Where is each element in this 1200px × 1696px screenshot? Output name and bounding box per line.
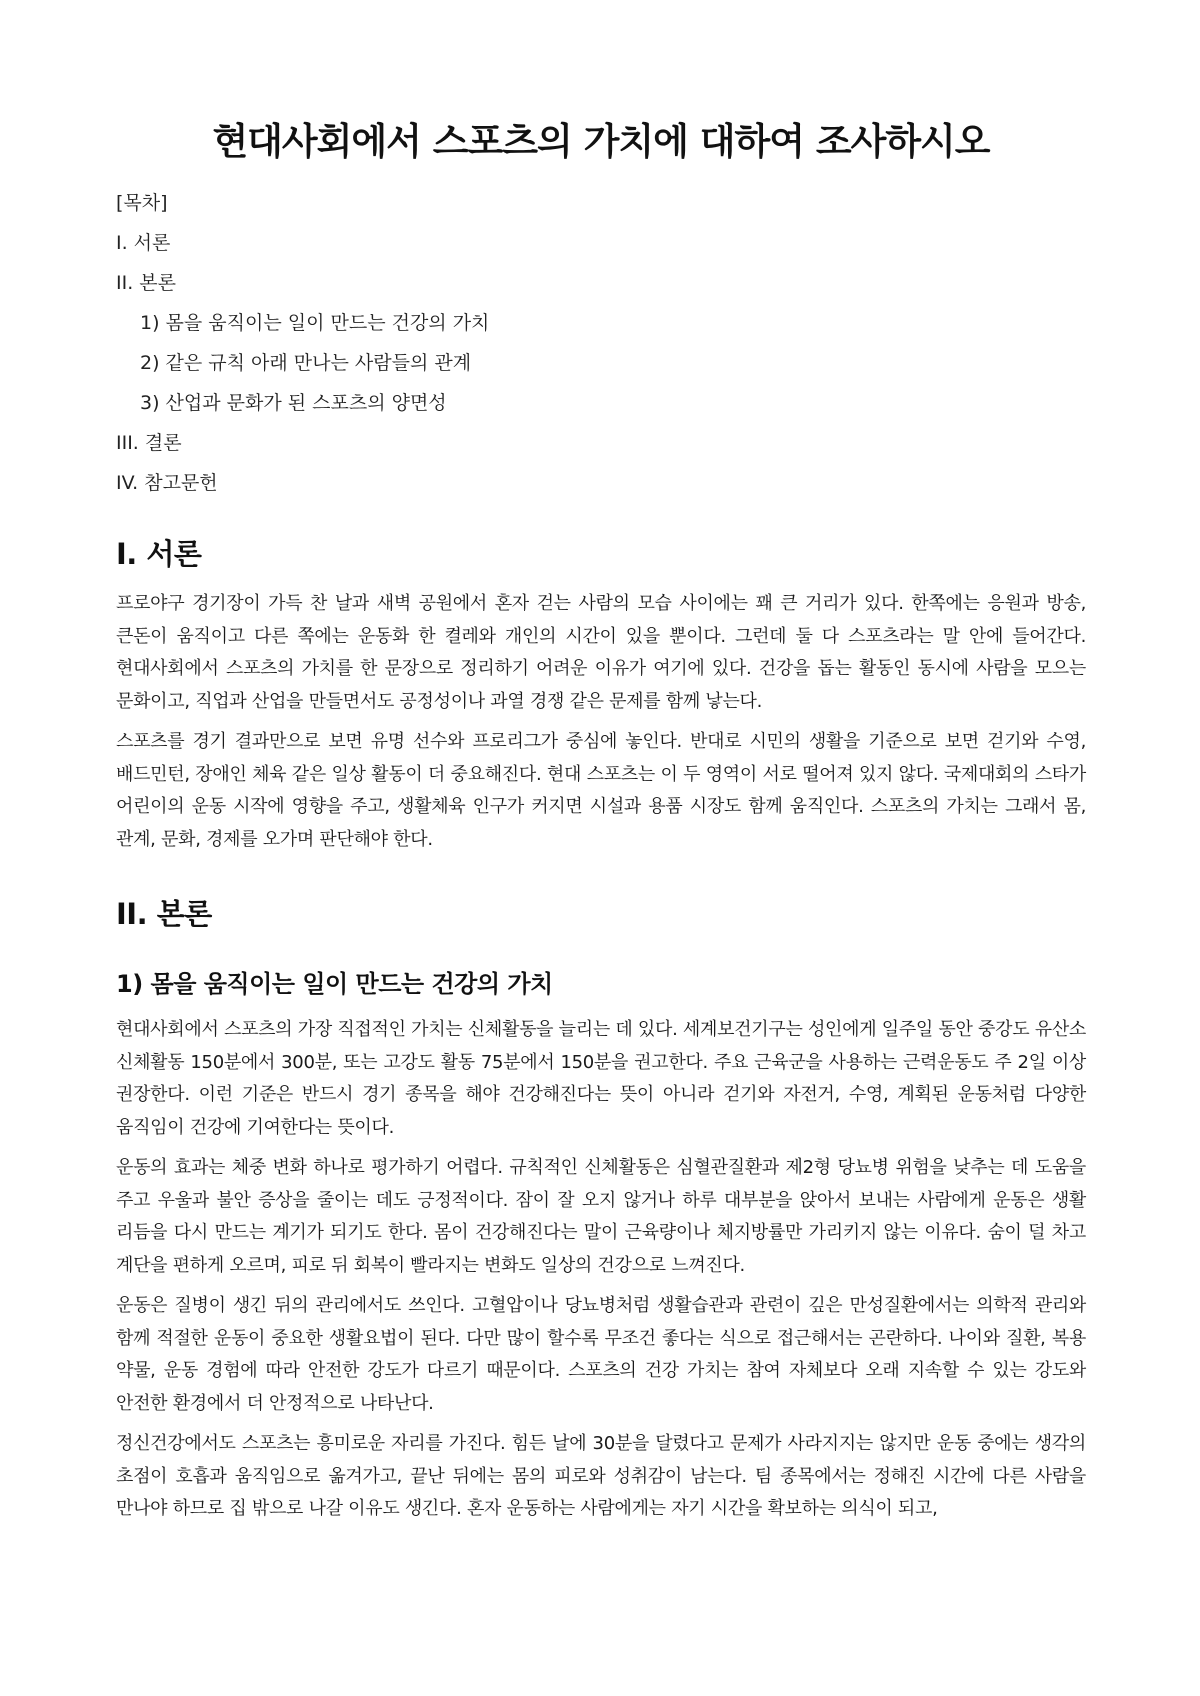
toc-item-body: II. 본론	[116, 272, 176, 294]
toc-item-body-health: 1) 몸을 움직이는 일이 만드는 건강의 가치	[140, 312, 490, 334]
toc-item-references: IV. 참고문헌	[116, 472, 218, 494]
toc-item-body-industry-culture: 3) 산업과 문화가 된 스포츠의 양면성	[140, 392, 447, 414]
section-heading-body: II. 본론	[116, 897, 212, 931]
intro-paragraph-1: 프로야구 경기장이 가득 찬 날과 새벽 공원에서 혼자 걷는 사람의 모습 사이에는 꽤 큰 거리가 있다. 한쪽에는 응원과 방송, 큰돈이 움직이고 다른 쪽에는 운동화 한 켤레와 개인의 시간이 있을 뿐이다. 그런데 둘 다 스포츠라는 말 안에 들어간다. 현대사회에서 스포츠의 가치를 한 문장으로 정리하기 어려운 이유가 여기에 있다. 건강을 돕는 활동인 동시에 사람을 모으는 문화이고, 직업과 산업을 만들면서도 공정성이나 과열 경쟁 같은 문제를 함께 낳는다.	[116, 593, 1086, 712]
health-paragraph-4: 정신건강에서도 스포츠는 흥미로운 자리를 가진다. 힘든 날에 30분을 달렸다고 문제가 사라지지는 않지만 운동 중에는 생각의 초점이 호흡과 움직임으로 옮겨가고, 끝난 뒤에는 몸의 피로와 성취감이 남는다. 팀 종목에서는 정해진 시간에 다른 사람을 만나야 하므로 집 밖으로 나갈 이유도 생긴다. 혼자 운동하는 사람에게는 자기 시간을 확보하는 의식이 되고,	[116, 1433, 1086, 1519]
toc-item-body-relationships: 2) 같은 규칙 아래 만나는 사람들의 관계	[140, 352, 472, 374]
health-paragraph-2: 운동의 효과는 체중 변화 하나로 평가하기 어렵다. 규칙적인 신체활동은 심혈관질환과 제2형 당뇨병 위험을 낮추는 데 도움을 주고 우울과 불안 증상을 줄이는 데도 긍정적이다. 잠이 잘 오지 않거나 하루 대부분을 앉아서 보내는 사람에게 운동은 생활 리듬을 다시 만드는 계기가 되기도 한다. 몸이 건강해진다는 말이 근육량이나 체지방률만 가리키지 않는 이유다. 숨이 덜 차고 계단을 편하게 오르며, 피로 뒤 회복이 빨라지는 변화도 일상의 건강으로 느껴진다.	[116, 1157, 1086, 1276]
document-title: 현대사회에서 스포츠의 가치에 대하여 조사하시오	[212, 120, 990, 163]
health-paragraph-3: 운동은 질병이 생긴 뒤의 관리에서도 쓰인다. 고혈압이나 당뇨병처럼 생활습관과 관련이 깊은 만성질환에서는 의학적 관리와 함께 적절한 운동이 중요한 생활요법이 된다. 다만 많이 할수록 무조건 좋다는 식으로 접근해서는 곤란하다. 나이와 질환, 복용 약물, 운동 경험에 따라 안전한 강도가 다르기 때문이다. 스포츠의 건강 가치는 참여 자체보다 오래 지속할 수 있는 강도와 안전한 환경에서 더 안정적으로 나타난다.	[116, 1295, 1086, 1414]
intro-paragraph-2: 스포츠를 경기 결과만으로 보면 유명 선수와 프로리그가 중심에 놓인다. 반대로 시민의 생활을 기준으로 보면 걷기와 수영, 배드민턴, 장애인 체육 같은 일상 활동이 더 중요해진다. 현대 스포츠는 이 두 영역이 서로 떨어져 있지 않다. 국제대회의 스타가 어린이의 운동 시작에 영향을 주고, 생활체육 인구가 커지면 시설과 용품 시장도 함께 움직인다. 스포츠의 가치는 그래서 몸, 관계, 문화, 경제를 오가며 판단해야 한다.	[116, 731, 1086, 850]
health-paragraph-1: 현대사회에서 스포츠의 가장 직접적인 가치는 신체활동을 늘리는 데 있다. 세계보건기구는 성인에게 일주일 동안 중강도 유산소 신체활동 150분에서 300분, 또는 고강도 활동 75분에서 150분을 권고한다. 주요 근육군을 사용하는 근력운동도 주 2일 이상 권장한다. 이런 기준은 반드시 경기 종목을 해야 건강해진다는 뜻이 아니라 걷기와 자전거, 수영, 계획된 운동처럼 다양한 움직임이 건강에 기여한다는 뜻이다.	[116, 1019, 1086, 1138]
table-of-contents	[116, 190, 1086, 496]
section-heading-introduction: I. 서론	[116, 537, 202, 571]
toc-item-introduction: I. 서론	[116, 232, 171, 254]
subsection-heading-health: 1) 몸을 움직이는 일이 만드는 건강의 가치	[116, 970, 553, 998]
toc-heading: [목차]	[116, 192, 168, 214]
toc-item-conclusion: III. 결론	[116, 432, 182, 454]
